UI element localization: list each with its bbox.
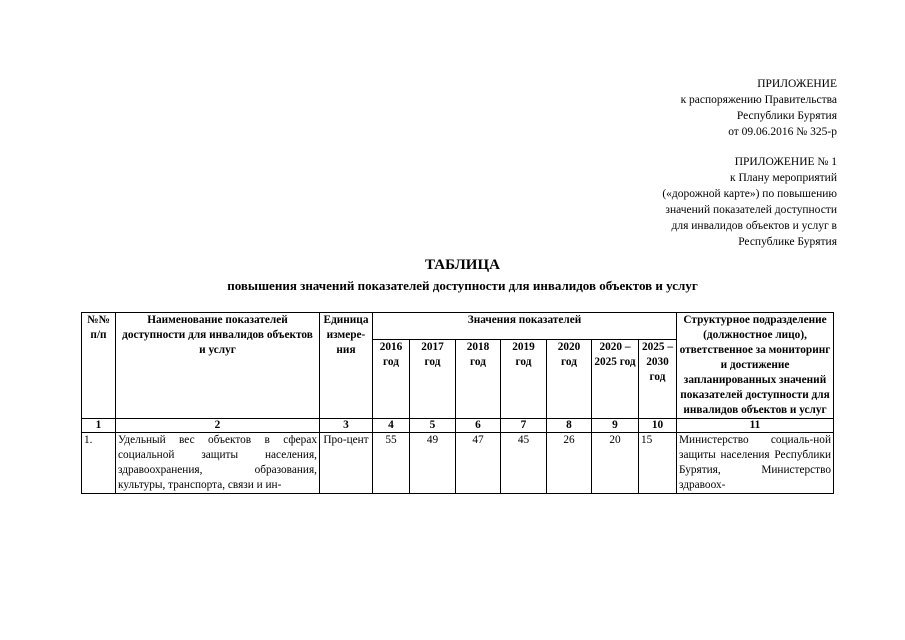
column-number: 11: [677, 419, 834, 433]
row-unit: Про-цент: [320, 433, 373, 494]
column-number-row: [82, 419, 834, 433]
header-year: 2025 – 2030 год: [639, 340, 677, 419]
appendix-line: к распоряжению Правительства: [680, 94, 837, 106]
column-number: 8: [547, 419, 592, 433]
row-value: 55: [373, 433, 410, 494]
column-number: 2: [116, 419, 320, 433]
row-value: 20: [592, 433, 639, 494]
appendix-line: Республики Бурятия: [736, 110, 837, 122]
document-title: ТАБЛИЦА: [425, 257, 500, 273]
row-value: 26: [547, 433, 592, 494]
header-values-group: Значения показателей: [373, 313, 677, 340]
appendix-line: ПРИЛОЖЕНИЕ: [757, 78, 837, 90]
column-number: 7: [501, 419, 547, 433]
column-number: 5: [410, 419, 456, 433]
row-value: 49: [410, 433, 456, 494]
header-year: 2020 – 2025 год: [592, 340, 639, 419]
document-subtitle: повышения значений показателей доступности для инвалидов объектов и услуг: [227, 278, 698, 293]
header-year: 2019 год: [501, 340, 547, 419]
header-num: №№ п/п: [82, 313, 116, 419]
row-responsible: Министерство социаль-ной защиты населения Республики Бурятия, Министерство здравоох-: [677, 433, 834, 494]
appendix-1-header: [662, 154, 837, 250]
appendix-line: к Плану мероприятий: [730, 172, 837, 184]
header-year: 2016 год: [373, 340, 410, 419]
header-responsible: Структурное подразделение (должностное лицо), ответственное за мониторинг и достижение запланированных значений показателей доступности для инвалидов объектов и услуг: [677, 313, 834, 419]
column-number: 10: [639, 419, 677, 433]
header-unit: Единица измере-ния: [320, 313, 373, 419]
header-name: Наименование показателей доступности для инвалидов объектов и услуг: [116, 313, 320, 419]
column-number: 4: [373, 419, 410, 433]
column-number: 3: [320, 419, 373, 433]
appendix-header: [681, 76, 837, 140]
header-row: [82, 313, 834, 340]
column-number: 6: [456, 419, 501, 433]
appendix-line: от 09.06.2016 № 325-р: [728, 126, 837, 138]
indicators-table: [81, 312, 834, 494]
column-number: 9: [592, 419, 639, 433]
row-indicator-name: Удельный вес объектов в сферах социальной защиты населения, здравоохранения, образования, культуры, транспорта, связи и ин-: [116, 433, 320, 494]
table-row: [82, 433, 834, 494]
row-value: 45: [501, 433, 547, 494]
row-value: 47: [456, 433, 501, 494]
header-year: 2020 год: [547, 340, 592, 419]
column-number: 1: [82, 419, 116, 433]
appendix-line: ПРИЛОЖЕНИЕ № 1: [734, 156, 837, 168]
row-value: 15: [639, 433, 677, 494]
appendix-line: для инвалидов объектов и услуг в: [671, 220, 837, 232]
header-year: 2018 год: [456, 340, 501, 419]
appendix-line: значений показателей доступности: [665, 204, 837, 216]
header-year: 2017 год: [410, 340, 456, 419]
appendix-line: Республике Бурятия: [738, 236, 837, 248]
row-num: 1.: [82, 433, 116, 494]
appendix-line: («дорожной карте») по повышению: [662, 188, 837, 200]
